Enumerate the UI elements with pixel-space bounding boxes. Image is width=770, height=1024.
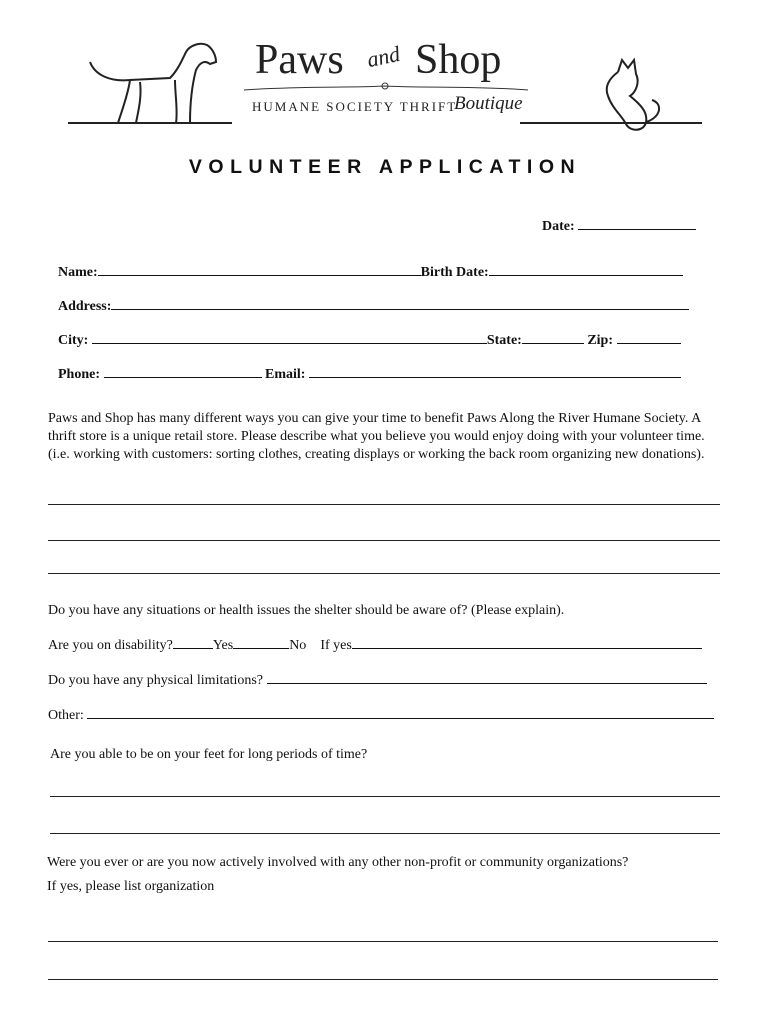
feet-question: Are you able to be on your feet for long periods of time?: [50, 747, 368, 762]
phone-row: [58, 364, 681, 383]
brand-shop: Shop: [415, 37, 502, 83]
disability-row: [48, 635, 702, 654]
org-answer-line-2[interactable]: [48, 979, 718, 980]
disability-yes-field[interactable]: [173, 635, 213, 649]
feet-answer-line-1[interactable]: [50, 796, 720, 797]
list-org-label: If yes, please list organization: [47, 879, 215, 894]
org-answer-line-1[interactable]: [48, 941, 718, 942]
brand-and: and: [364, 40, 403, 73]
city-field[interactable]: [92, 330, 487, 344]
nonprofit-question: Were you ever or are you now actively involved with any other non-profit or community organizations?: [47, 855, 629, 870]
if-yes-field[interactable]: [352, 635, 702, 649]
disability-no-field[interactable]: [233, 635, 289, 649]
brand-paws: Paws: [255, 37, 344, 83]
health-question: Do you have any situations or health issues the shelter should be aware of? (Please explain).: [48, 603, 565, 618]
answer-line-1[interactable]: [48, 504, 720, 505]
scroll-divider: [244, 86, 528, 90]
disability-label: Are you on disability?: [48, 638, 173, 653]
state-label: State:: [486, 333, 522, 348]
answer-line-3[interactable]: [48, 573, 720, 574]
name-row: [58, 262, 683, 281]
answer-line-2[interactable]: [48, 540, 720, 541]
name-label: Name:: [58, 265, 98, 280]
brand-subtitle: HUMANE SOCIETY THRIFT: [252, 99, 458, 114]
birth-date-field[interactable]: [489, 262, 683, 276]
dog-icon: [90, 44, 216, 123]
cat-icon: [607, 60, 659, 130]
logo: [0, 0, 770, 140]
email-label: Email:: [265, 367, 306, 382]
date-row: [542, 216, 696, 235]
form-title: VOLUNTEER APPLICATION: [188, 156, 582, 178]
physical-field[interactable]: [267, 670, 707, 684]
other-field[interactable]: [87, 705, 714, 719]
other-label: Other:: [48, 708, 84, 723]
physical-label: Do you have any physical limitations?: [48, 673, 264, 688]
city-label: City:: [58, 333, 89, 348]
date-label: Date:: [542, 219, 575, 234]
date-field[interactable]: [578, 216, 696, 230]
logo-artwork: [0, 0, 770, 140]
yes-label: Yes: [212, 638, 234, 653]
no-label: No: [289, 638, 307, 653]
state-field[interactable]: [522, 330, 584, 344]
birth-date-label: Birth Date:: [420, 265, 489, 280]
brand-boutique: Boutique: [454, 93, 523, 114]
name-field[interactable]: [98, 262, 421, 276]
physical-row: [48, 670, 707, 689]
if-yes-label: If yes: [320, 638, 352, 653]
phone-field[interactable]: [104, 364, 262, 378]
phone-label: Phone:: [58, 367, 100, 382]
zip-label: Zip:: [587, 333, 614, 348]
intro-paragraph: Paws and Shop has many different ways you can give your time to benefit Paws Along the River Humane Society. A thrift store is a unique retail store. Please describe what you believe you would enjoy doing with your volunteer time. (i.e. working with customers: sorting clothes, creating displays or working the back room organizing new donations).: [48, 411, 705, 462]
city-row: [58, 330, 681, 349]
address-row: [58, 296, 689, 315]
other-row: [48, 705, 714, 724]
email-field[interactable]: [309, 364, 681, 378]
zip-field[interactable]: [617, 330, 681, 344]
address-label: Address:: [58, 299, 112, 314]
address-field[interactable]: [111, 296, 689, 310]
feet-answer-line-2[interactable]: [50, 833, 720, 834]
